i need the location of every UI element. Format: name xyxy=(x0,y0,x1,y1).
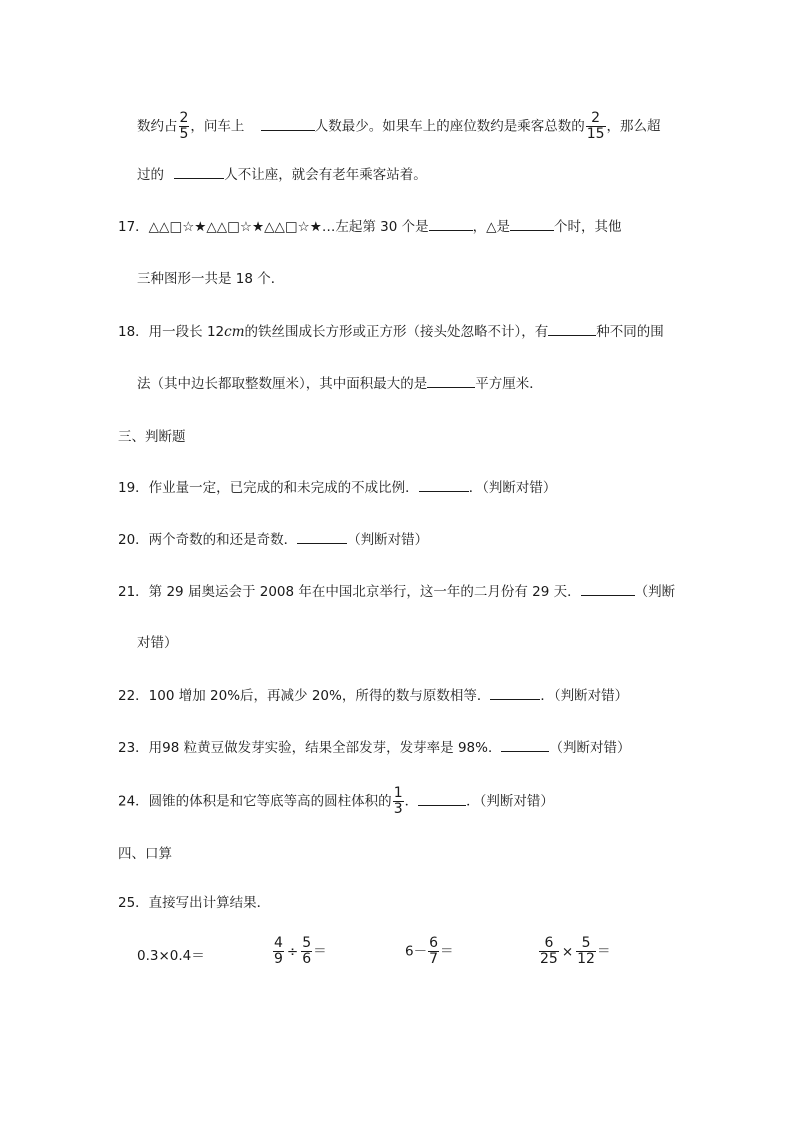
q16-text-f: 人不让座，就会有老年乘客站着。 xyxy=(224,167,427,183)
q21-line2: 对错） xyxy=(137,635,178,651)
section-heading-judgement: 三、判断题 xyxy=(118,429,186,445)
q16-fraction-1 xyxy=(179,111,190,142)
q18-line2 xyxy=(137,373,543,394)
q17-text-a: 17．△△□☆★△△□☆★△△□☆★…左起第 30 个是 xyxy=(118,219,429,235)
fraction xyxy=(301,936,312,967)
q19 xyxy=(118,477,556,498)
q23 xyxy=(118,737,630,758)
q17-answer-blank-2[interactable] xyxy=(510,216,554,231)
denominator: 15 xyxy=(586,126,605,142)
fraction xyxy=(273,936,284,967)
fraction xyxy=(428,936,439,967)
numerator: 2 xyxy=(586,111,606,127)
equals-sign: ＝ xyxy=(596,943,611,960)
q24-fraction xyxy=(393,786,404,817)
q16-line2 xyxy=(137,164,427,185)
q17-answer-blank-1[interactable] xyxy=(429,216,473,231)
q17-line2: 三种图形一共是 18 个． xyxy=(137,271,285,287)
q18-text-c: 种不同的围 xyxy=(596,324,664,340)
numerator: 4 xyxy=(274,935,283,951)
denominator: 12 xyxy=(577,951,595,967)
q23-suffix: （判断对错） xyxy=(549,740,631,756)
q24-text: 24．圆锥的体积是和它等底等高的圆柱体积的 xyxy=(118,793,392,810)
q19-answer-blank[interactable] xyxy=(419,477,469,492)
q16-fraction-2 xyxy=(586,111,606,142)
denominator: 9 xyxy=(274,951,283,967)
q16-answer-blank-1[interactable] xyxy=(261,116,315,131)
equals-sign: ＝ xyxy=(313,943,327,960)
q16-line1 xyxy=(137,111,661,142)
q19-text: 19．作业量一定，已完成的和未完成的不成比例． xyxy=(118,480,419,496)
q20-answer-blank[interactable] xyxy=(297,529,347,544)
q20-suffix: （判断对错） xyxy=(347,532,429,548)
numerator: 6 xyxy=(429,935,439,951)
q22-answer-blank[interactable] xyxy=(490,685,540,700)
q17-line1 xyxy=(118,216,622,237)
fraction xyxy=(576,936,596,967)
q21-line1 xyxy=(118,581,675,602)
q20 xyxy=(118,529,428,550)
q16-text-c: 人数最少。如果车上的座位数约是乘客总数的 xyxy=(314,118,585,135)
q16-text-b: ，问车上 xyxy=(190,118,245,135)
q21-answer-blank[interactable] xyxy=(581,581,635,596)
q22-suffix: ．（判断对错） xyxy=(540,688,629,704)
q24-suffix: ．（判断对错） xyxy=(466,793,554,810)
fraction xyxy=(539,936,559,967)
denominator: 5 xyxy=(179,126,189,142)
times-sign: × xyxy=(561,943,574,960)
q25-expr-2 xyxy=(272,936,327,967)
denominator: 7 xyxy=(429,951,439,967)
q18-answer-blank-2[interactable] xyxy=(427,373,475,388)
q16-answer-blank-2[interactable] xyxy=(174,164,224,179)
q17-text-b: ，△是 xyxy=(472,219,511,235)
q18-unit: cm xyxy=(224,324,245,340)
numerator: 5 xyxy=(576,936,596,952)
q18-text-a: 18．用一段长 12 xyxy=(118,324,225,340)
q21-text: 21．第 29 届奥运会于 2008 年在中国北京举行，这一年的二月份有 29 天． xyxy=(118,584,581,600)
section-heading-mental-math: 四、口算 xyxy=(118,846,172,862)
q22 xyxy=(118,685,628,706)
numerator: 2 xyxy=(179,110,189,126)
q24 xyxy=(118,786,554,817)
denominator: 3 xyxy=(393,801,403,817)
q25-expr-4 xyxy=(538,936,610,967)
q16-text-d: ，那么超 xyxy=(606,118,661,135)
q25-expr-1: 0.3×0.4＝ xyxy=(137,948,205,964)
numerator: 5 xyxy=(302,935,312,951)
q16-text-e: 过的 xyxy=(137,167,164,183)
denominator: 6 xyxy=(302,951,312,967)
expr-lead: 6－ xyxy=(405,943,428,960)
denominator: 25 xyxy=(540,951,558,967)
divide-sign: ÷ xyxy=(286,943,299,960)
q18-line1 xyxy=(118,321,664,342)
q18-text-d: 法（其中边长都取整数厘米），其中面积最大的是 xyxy=(137,376,428,392)
equals-sign: ＝ xyxy=(440,943,454,960)
q17-text-c: 个时，其他 xyxy=(554,219,622,235)
q25-expr-3 xyxy=(405,936,454,967)
q21-suffix: （判断 xyxy=(634,584,676,600)
numerator: 1 xyxy=(393,785,403,801)
q23-answer-blank[interactable] xyxy=(501,737,549,752)
q18-text-b: 的铁丝围成长方形或正方形（接头处忽略不计），有 xyxy=(244,324,549,340)
q19-suffix: ．（判断对错） xyxy=(468,480,557,496)
q24-period: ． xyxy=(404,793,419,810)
q18-text-e: 平方厘米． xyxy=(475,376,543,392)
q25-title: 25．直接写出计算结果． xyxy=(118,895,271,911)
q24-answer-blank[interactable] xyxy=(418,791,466,806)
q18-answer-blank-1[interactable] xyxy=(548,321,596,336)
q23-text: 23．用98 粒黄豆做发芽实验，结果全部发芽，发芽率是 98%． xyxy=(118,740,502,756)
q22-text: 22．100 增加 20%后，再减少 20%，所得的数与原数相等． xyxy=(118,688,491,704)
numerator: 6 xyxy=(539,936,559,952)
q20-text: 20．两个奇数的和还是奇数． xyxy=(118,532,298,548)
q16-text-a: 数约占 xyxy=(137,118,178,135)
